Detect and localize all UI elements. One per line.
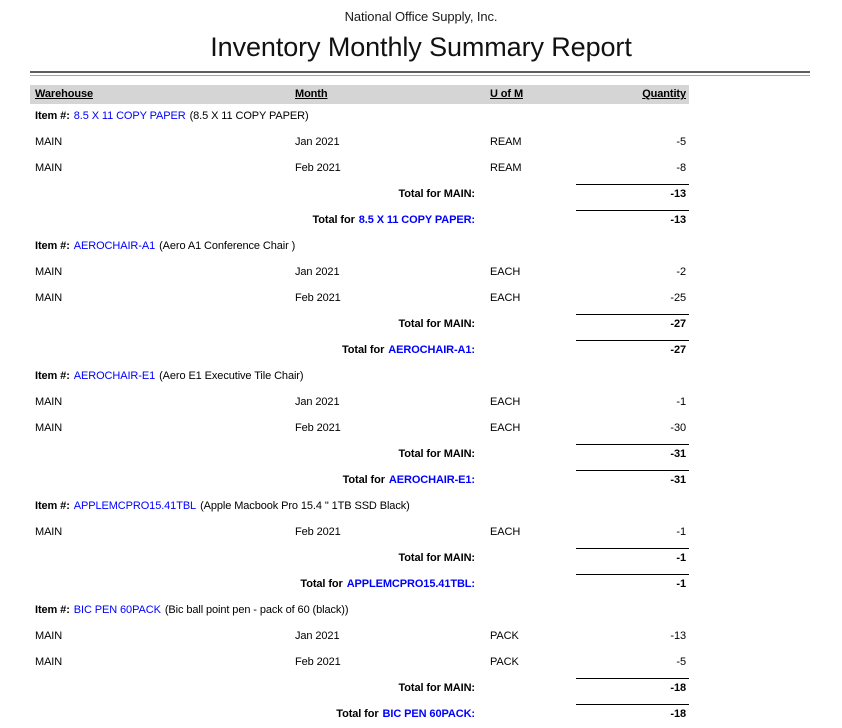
month-cell: Jan 2021 [295, 136, 340, 148]
month-cell: Jan 2021 [295, 396, 340, 408]
item-description: (8.5 X 11 COPY PAPER) [189, 110, 309, 122]
item-header [30, 364, 689, 390]
table-row [30, 624, 689, 650]
item-header [30, 494, 689, 520]
uofm-cell: EACH [490, 292, 521, 304]
item-total-label [343, 474, 475, 486]
month-cell: Feb 2021 [295, 526, 341, 538]
item-total-code-link[interactable]: AEROCHAIR-A1 [388, 344, 472, 356]
item-total-colon: : [471, 708, 475, 720]
warehouse-total-row [30, 676, 689, 702]
item-code-link[interactable]: AEROCHAIR-E1 [73, 370, 156, 382]
uofm-cell: EACH [490, 422, 521, 434]
item-section [30, 104, 689, 234]
month-cell: Jan 2021 [295, 630, 340, 642]
warehouse-total-label: Total for MAIN: [398, 552, 475, 564]
month-cell: Jan 2021 [295, 266, 340, 278]
item-section [30, 494, 689, 598]
warehouse-total-value: -27 [576, 314, 689, 330]
column-header-uofm: U of M [490, 88, 524, 100]
item-total-code-link[interactable]: 8.5 X 11 COPY PAPER [358, 214, 472, 226]
quantity-cell: -30 [670, 422, 686, 434]
item-code-link[interactable]: BIC PEN 60PACK [73, 604, 161, 616]
table-row [30, 156, 689, 182]
column-header-month: Month [295, 88, 328, 100]
item-number-label: Item #: [35, 110, 70, 122]
item-description: (Aero E1 Executive Tile Chair) [159, 370, 304, 382]
item-total-value: -18 [576, 704, 689, 720]
item-header [30, 598, 689, 624]
warehouse-total-value: -13 [576, 184, 689, 200]
warehouse-cell: MAIN [35, 422, 63, 434]
column-header-warehouse: Warehouse [35, 88, 93, 100]
warehouse-cell: MAIN [35, 266, 63, 278]
item-total-label [300, 578, 475, 590]
warehouse-cell: MAIN [35, 396, 63, 408]
item-total-row [30, 702, 689, 728]
month-cell: Feb 2021 [295, 656, 341, 668]
company-name: National Office Supply, Inc. [344, 9, 498, 24]
warehouse-total-row [30, 546, 689, 572]
warehouse-total-row [30, 182, 689, 208]
table-row [30, 390, 689, 416]
warehouse-cell: MAIN [35, 526, 63, 538]
quantity-cell: -1 [676, 396, 686, 408]
table-row [30, 286, 689, 312]
item-section [30, 364, 689, 494]
warehouse-cell: MAIN [35, 630, 63, 642]
quantity-cell: -5 [676, 136, 686, 148]
warehouse-total-label: Total for MAIN: [398, 682, 475, 694]
item-description: (Apple Macbook Pro 15.4 " 1TB SSD Black) [200, 500, 410, 512]
warehouse-total-value: -1 [576, 548, 689, 564]
item-section [30, 234, 689, 364]
quantity-cell: -13 [670, 630, 686, 642]
quantity-cell: -8 [676, 162, 686, 174]
uofm-cell: EACH [490, 526, 521, 538]
item-header [30, 234, 689, 260]
warehouse-cell: MAIN [35, 656, 63, 668]
item-total-value: -31 [576, 470, 689, 486]
item-total-row [30, 572, 689, 598]
item-total-code-link[interactable]: BIC PEN 60PACK [382, 708, 472, 720]
quantity-cell: -5 [676, 656, 686, 668]
table-header-row [30, 85, 689, 104]
quantity-cell: -25 [670, 292, 686, 304]
warehouse-cell: MAIN [35, 162, 63, 174]
total-for-label: Total for [336, 708, 379, 720]
warehouse-total-label: Total for MAIN: [398, 448, 475, 460]
uofm-cell: EACH [490, 396, 521, 408]
item-description: (Bic ball point pen - pack of 60 (black)) [164, 604, 349, 616]
uofm-cell: EACH [490, 266, 521, 278]
table-row [30, 416, 689, 442]
table-row [30, 260, 689, 286]
item-total-value: -27 [576, 340, 689, 356]
item-total-label [342, 344, 475, 356]
item-total-label [336, 708, 475, 720]
item-total-value: -1 [576, 574, 689, 590]
item-number-label: Item #: [35, 604, 70, 616]
month-cell: Feb 2021 [295, 422, 341, 434]
item-total-row [30, 338, 689, 364]
item-code-link[interactable]: AEROCHAIR-A1 [73, 240, 156, 252]
item-total-colon: : [471, 474, 475, 486]
total-for-label: Total for [342, 344, 385, 356]
uofm-cell: PACK [490, 656, 519, 668]
warehouse-total-value: -31 [576, 444, 689, 460]
report-title: Inventory Monthly Summary Report [210, 32, 632, 62]
report-body [30, 104, 689, 728]
uofm-cell: REAM [490, 162, 522, 174]
item-header [30, 104, 689, 130]
warehouse-total-row [30, 442, 689, 468]
total-for-label: Total for [312, 214, 355, 226]
table-row [30, 130, 689, 156]
total-for-label: Total for [300, 578, 343, 590]
total-for-label: Total for [342, 474, 385, 486]
warehouse-total-value: -18 [576, 678, 689, 694]
uofm-cell: REAM [490, 136, 522, 148]
table-row [30, 520, 689, 546]
item-total-row [30, 468, 689, 494]
warehouse-cell: MAIN [35, 136, 63, 148]
quantity-cell: -2 [676, 266, 686, 278]
header-double-rule [30, 71, 810, 76]
warehouse-total-label: Total for MAIN: [398, 188, 475, 200]
item-total-code-link[interactable]: APPLEMCPRO15.41TBL [346, 578, 472, 590]
item-total-code-link[interactable]: AEROCHAIR-E1 [388, 474, 472, 486]
item-total-row [30, 208, 689, 234]
item-description: (Aero A1 Conference Chair ) [159, 240, 296, 252]
warehouse-total-row [30, 312, 689, 338]
item-total-colon: : [471, 578, 475, 590]
table-row [30, 650, 689, 676]
item-code-link[interactable]: 8.5 X 11 COPY PAPER [73, 110, 186, 122]
month-cell: Feb 2021 [295, 292, 341, 304]
item-number-label: Item #: [35, 240, 70, 252]
column-header-quantity: Quantity [642, 88, 686, 100]
month-cell: Feb 2021 [295, 162, 341, 174]
item-total-label [313, 214, 476, 226]
uofm-cell: PACK [490, 630, 519, 642]
item-total-colon: : [471, 344, 475, 356]
item-number-label: Item #: [35, 370, 70, 382]
warehouse-total-label: Total for MAIN: [398, 318, 475, 330]
item-number-label: Item #: [35, 500, 70, 512]
item-total-value: -13 [576, 210, 689, 226]
item-code-link[interactable]: APPLEMCPRO15.41TBL [73, 500, 197, 512]
quantity-cell: -1 [676, 526, 686, 538]
item-section [30, 598, 689, 728]
item-total-colon: : [471, 214, 475, 226]
warehouse-cell: MAIN [35, 292, 63, 304]
